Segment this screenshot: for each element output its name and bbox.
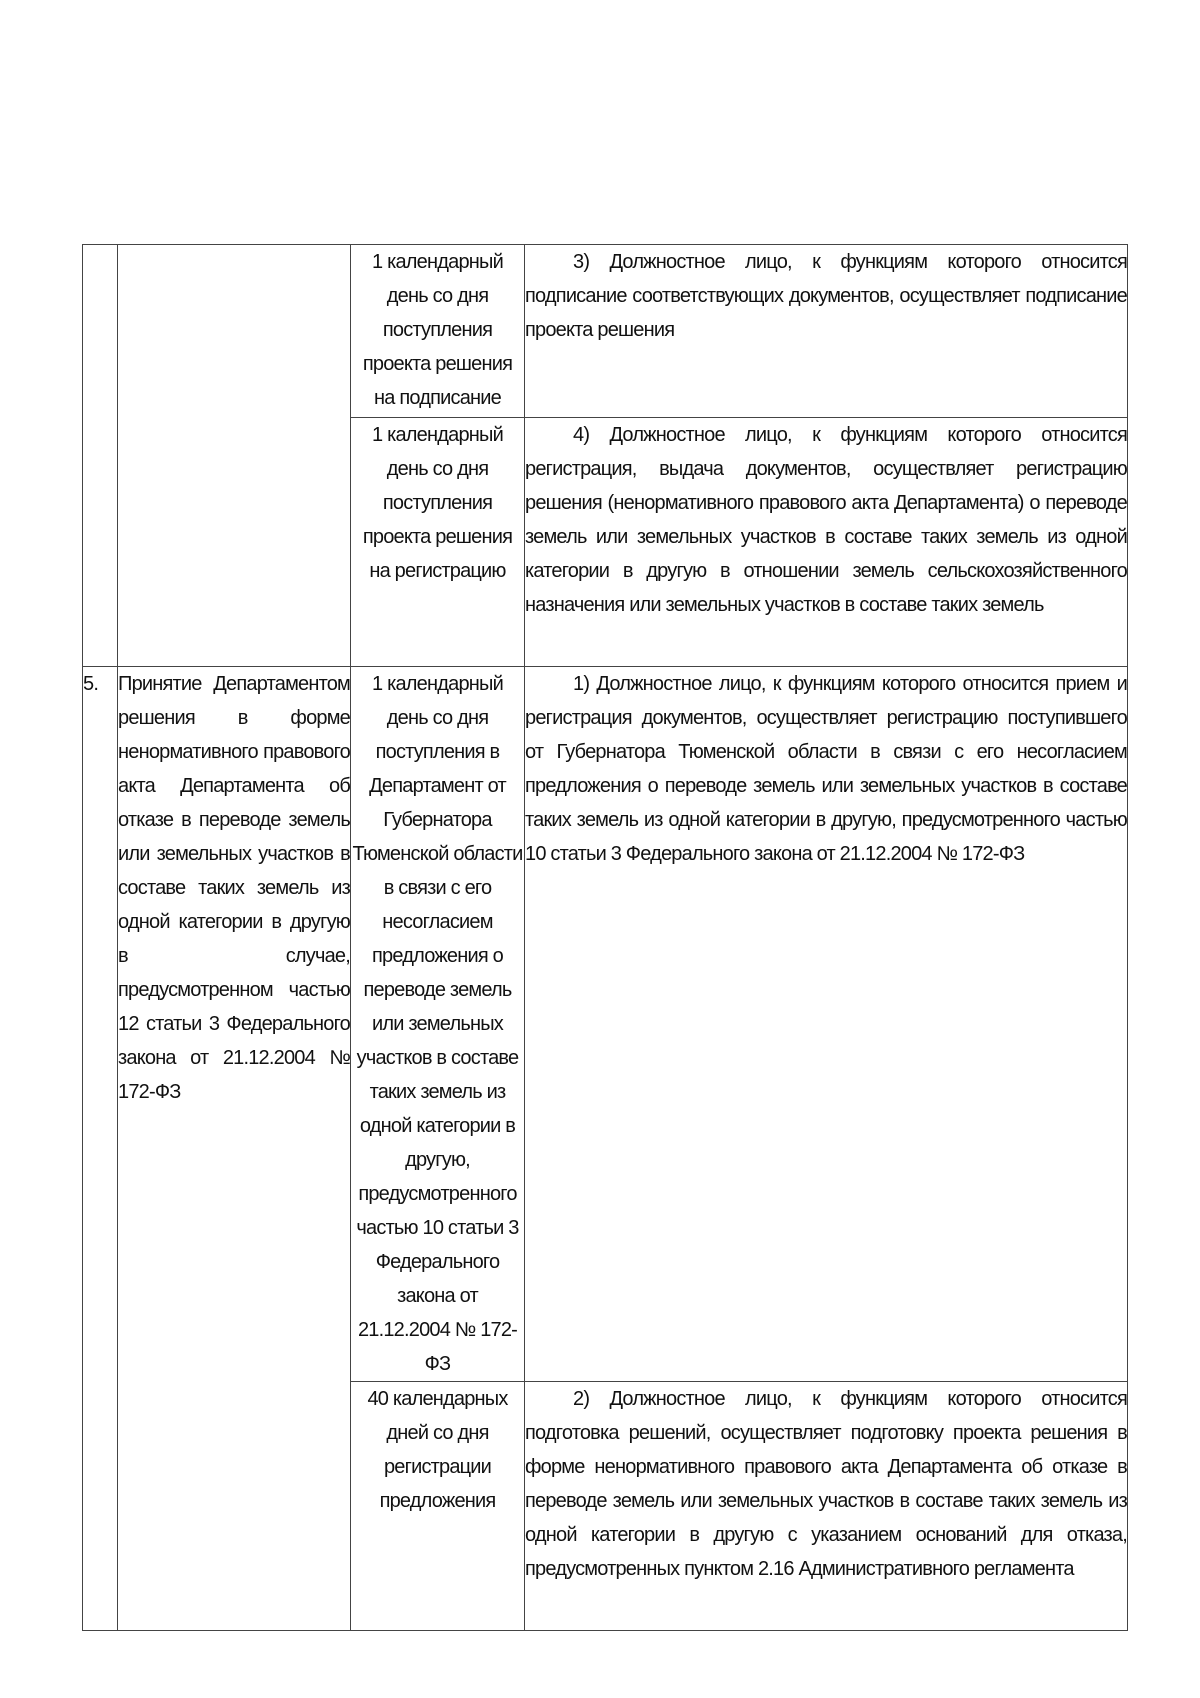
- term-cell: 1 календарный день со дня поступления проекта решения на регистрацию: [351, 418, 525, 667]
- action-cell: 3) Должностное лицо, к функциям которого относится подписание соответствующих документов, осуществляет подписание проекта решения: [525, 245, 1128, 418]
- term-cell: 1 календарный день со дня поступления проекта решения на подписание: [351, 245, 525, 418]
- action-cell: 2) Должностное лицо, к функциям которого относится подготовка решений, осуществляет подготовку проекта решения в форме ненормативного правового акта Департамента об отказе в переводе земель или земельных участков в составе таких земель из одной категории в другую с указанием оснований для отказа, предусмотренных пунктом 2.16 Административного регламента: [525, 1382, 1128, 1631]
- procedure-table: [82, 244, 1128, 1631]
- table-row: [83, 245, 1128, 418]
- stage-description: Принятие Департаментом решения в форме ненормативного правового акта Департамента об отказе в переводе земель или земельных участков в составе таких земель из одной категории в другую в случае, предусмотренном частью 12 статьи 3 Федерального закона от 21.12.2004 № 172-ФЗ: [118, 667, 351, 1631]
- stage-number: 5.: [83, 667, 118, 1631]
- action-cell: 1) Должностное лицо, к функциям которого относится прием и регистрация документов, осуществляет регистрацию поступившего от Губернатора Тюменской области в связи с его несогласием предложения о переводе земель или земельных участков в составе таких земель из одной категории в другую, предусмотренного частью 10 статьи 3 Федерального закона от 21.12.2004 № 172-ФЗ: [525, 667, 1128, 1382]
- term-cell: 40 календарных дней со дня регистрации предложения: [351, 1382, 525, 1631]
- stage-cell-empty: [118, 245, 351, 667]
- term-cell: 1 календарный день со дня поступления в Департамент от Губернатора Тюменской области в связи с его несогласием предложения о переводе земель или земельных участков в составе таких земель из одной категории в другую, предусмотренного частью 10 статьи 3 Федерального закона от 21.12.2004 № 172-ФЗ: [351, 667, 525, 1382]
- number-cell-empty: [83, 245, 118, 667]
- table-row: [83, 667, 1128, 1382]
- action-cell: 4) Должностное лицо, к функциям которого относится регистрация, выдача документов, осуществляет регистрацию решения (ненормативного правового акта Департамента) о переводе земель или земельных участков в составе таких земель из одной категории в другую в отношении земель сельскохозяйственного назначения или земельных участков в составе таких земель: [525, 418, 1128, 667]
